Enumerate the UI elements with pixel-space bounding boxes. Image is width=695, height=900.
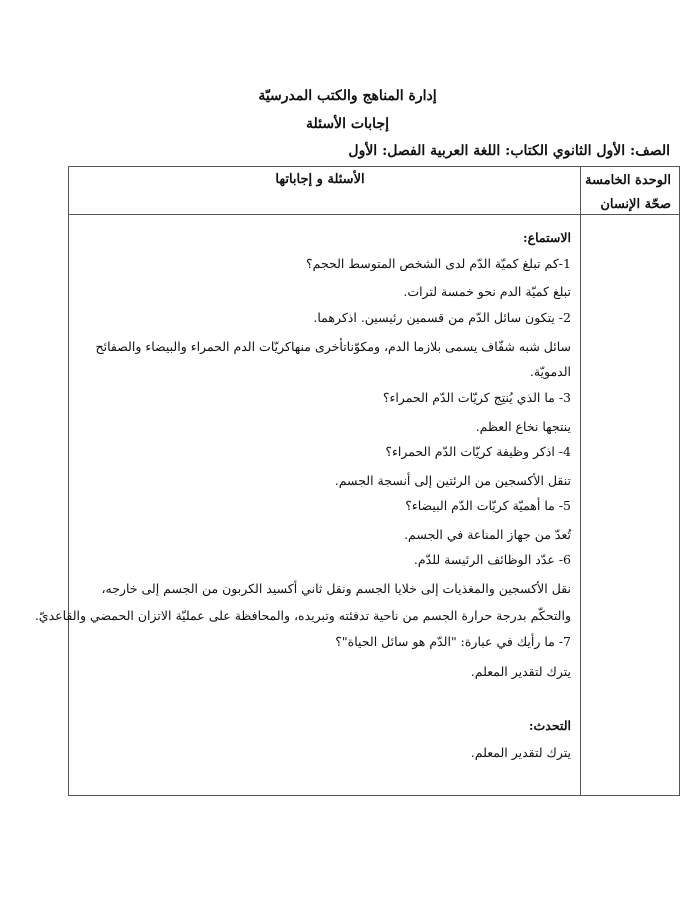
answers-table	[34, 166, 680, 796]
question-5: 5- ما أهميّة كريّات الدّم البيضاء؟	[405, 498, 571, 513]
answer-7: يترك لتقدير المعلم.	[470, 664, 571, 679]
answer-2-line-2: الدمويّة.	[529, 364, 571, 379]
column-header: الأسئلة و إجاباتها	[275, 172, 365, 187]
question-3: 3- ما الذي يُنتِج كريّات الدّم الحمراء؟	[382, 390, 571, 405]
answer-6-line-2: والتحكّم بدرجة حرارة الجسم من ناحية تدفئته وتبريده، والمحافظة على عمليّة الاتزان الحمضي والقاعديّ.	[34, 608, 571, 623]
answer-5: تُعدّ من جهاز المناعة في الجسم.	[404, 527, 571, 542]
column-divider	[580, 167, 581, 795]
answer-3: ينتجها نخاع العظم.	[475, 419, 571, 434]
question-4: 4- اذكر وظيفة كريّات الدّم الحمراء؟	[385, 444, 571, 459]
department-title: إدارة المناهج والكتب المدرسيّة	[258, 88, 437, 104]
unit-subtitle: صحّة الإنسان	[600, 197, 671, 212]
question-1: 1-كم تبلغ كميّة الدّم لدى الشخص المتوسط الحجم؟	[306, 256, 571, 271]
section-listening: الاستماع:	[523, 230, 571, 245]
document-subtitle: إجابات الأسئلة	[306, 116, 389, 132]
answer-6-line-1: نقل الأكسجين والمغذيات إلى خلايا الجسم ونقل ثاني أكسيد الكربون من الجسم إلى خارجه،	[101, 581, 571, 596]
header-row-divider	[69, 214, 679, 215]
answer-1: تبلغ كميّة الدم نحو خمسة لترات.	[403, 284, 571, 299]
question-7: 7- ما رأيك في عبارة: "الدّم هو سائل الحياة"؟	[335, 634, 571, 649]
answer-2-line-1: سائل شبه شفّاف يسمى بلازما الدم، ومكوّناتأخرى منهاكريّات الدم الحمراء والبيضاء والصفائح	[95, 339, 571, 354]
class-book-info: الصف: الأول الثانوي الكتاب: اللغة العربية الفصل: الأول	[348, 143, 670, 159]
question-6: 6- عدّد الوظائف الرئيسة للدّم.	[413, 552, 571, 567]
answer-4: تنقل الأكسجين من الرئتين إلى أنسجة الجسم.	[334, 473, 571, 488]
answer-speaking: يترك لتقدير المعلم.	[470, 745, 571, 760]
section-speaking: التحدث:	[528, 718, 571, 733]
unit-title: الوحدة الخامسة	[585, 173, 671, 188]
question-2: 2- يتكون سائل الدّم من قسمين رئيسين. اذكرهما.	[313, 310, 571, 325]
